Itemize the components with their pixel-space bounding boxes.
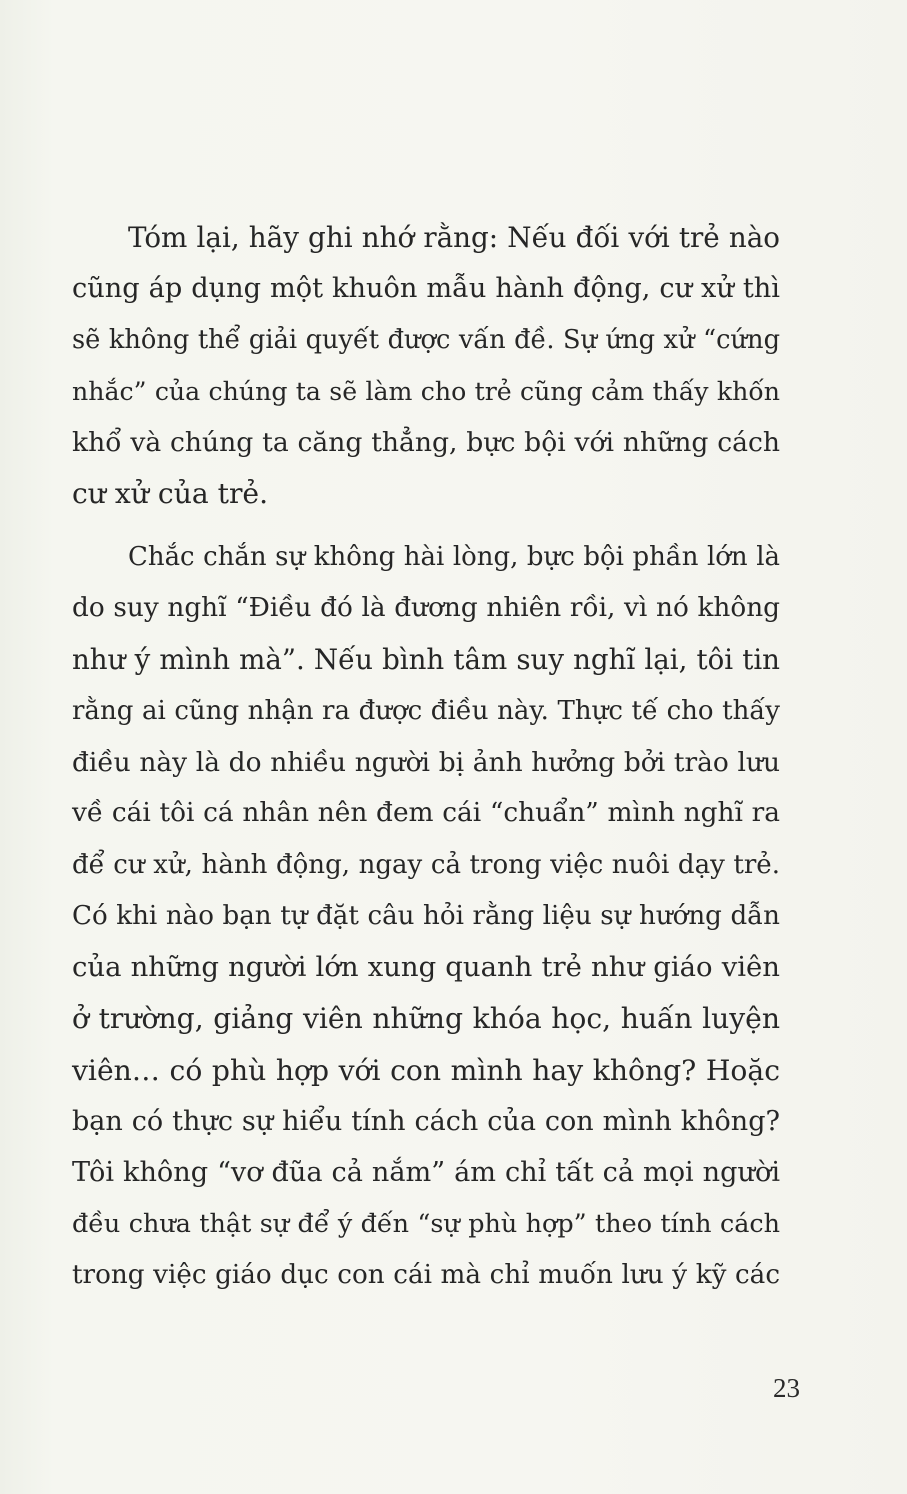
text-line: Chắc chắn sự không hài lòng, bực bội phần lớn là [128, 541, 780, 572]
page-number: 23 [773, 1373, 800, 1403]
text-line: cư xử của trẻ. [72, 477, 269, 511]
text-line: viên… có phù hợp với con mình hay không? Hoặc [72, 1053, 780, 1087]
text-line: của những người lớn xung quanh trẻ như giáo viên [72, 951, 780, 984]
text-line: trong việc giáo dục con cái mà chỉ muốn lưu ý kỹ các [72, 1259, 780, 1290]
text-line: sẽ không thể giải quyết được vấn đề. Sự ứng xử “cứng [72, 324, 780, 355]
text-line: khổ và chúng ta căng thẳng, bực bội với những cách [72, 427, 780, 459]
text-line: về cái tôi cá nhân nên đem cái “chuẩn” mình nghĩ ra [72, 798, 780, 829]
text-line: Tóm lại, hãy ghi nhớ rằng: Nếu đối với trẻ nào [128, 221, 780, 254]
body-text [72, 212, 780, 1301]
text-line: ở trường, giảng viên những khóa học, huấn luyện [72, 1002, 780, 1036]
text-line: nhắc” của chúng ta sẽ làm cho trẻ cũng cảm thấy khốn [72, 376, 780, 406]
paragraph-2 [72, 532, 780, 1301]
text-line: cũng áp dụng một khuôn mẫu hành động, cư xử thì [72, 273, 780, 305]
text-line: điều này là do nhiều người bị ảnh hưởng bởi trào lưu [72, 746, 780, 778]
text-line: Tôi không “vơ đũa cả nắm” ám chỉ tất cả mọi người [72, 1157, 780, 1189]
paragraph-1 [72, 212, 780, 520]
text-line: Có khi nào bạn tự đặt câu hỏi rằng liệu sự hướng dẫn [72, 900, 780, 931]
text-line: rằng ai cũng nhận ra được điều này. Thực tế cho thấy [72, 695, 780, 726]
text-line: như ý mình mà”. Nếu bình tâm suy nghĩ lại, tôi tin [72, 643, 780, 677]
text-line: đều chưa thật sự để ý đến “sự phù hợp” theo tính cách [72, 1208, 780, 1239]
text-line: bạn có thực sự hiểu tính cách của con mình không? [72, 1106, 780, 1138]
text-line: do suy nghĩ “Điều đó là đương nhiên rồi, vì nó không [72, 593, 780, 624]
text-line: để cư xử, hành động, ngay cả trong việc nuôi dạy trẻ. [72, 849, 780, 880]
